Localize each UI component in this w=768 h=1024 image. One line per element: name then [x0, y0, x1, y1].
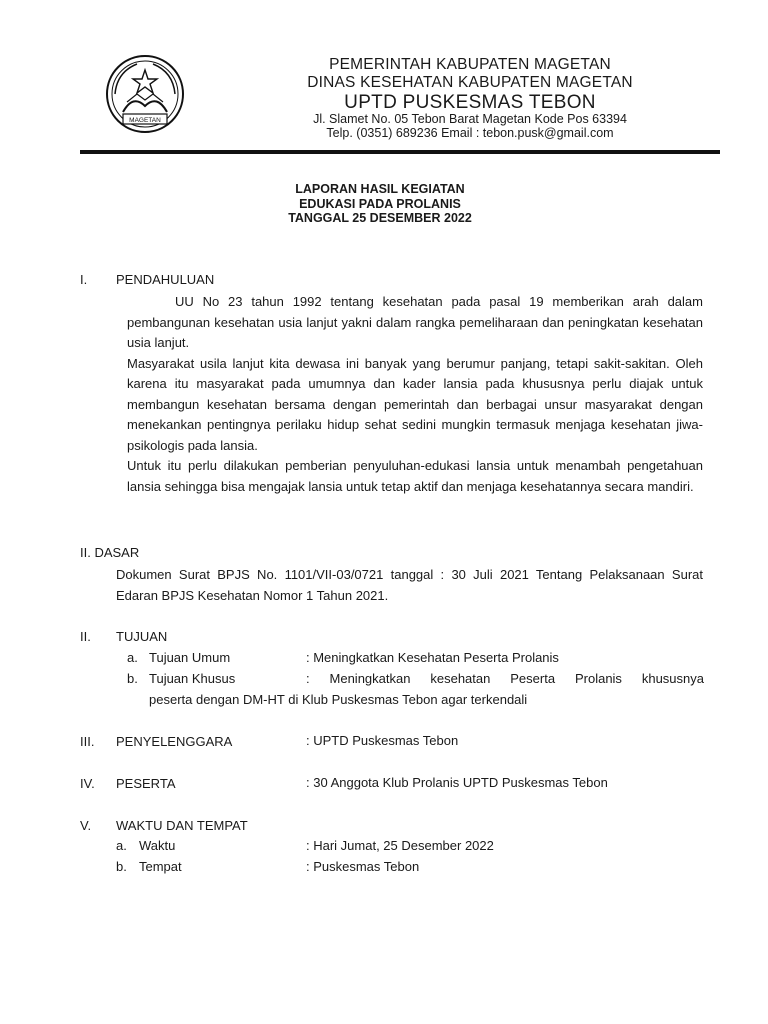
waktu-value: : Hari Jumat, 25 Desember 2022 — [306, 838, 494, 853]
section-heading-waktu-tempat: WAKTU DAN TEMPAT — [116, 818, 248, 833]
section-number: II. — [80, 629, 91, 644]
list-label: a. — [116, 838, 127, 853]
tempat-label: Tempat — [139, 859, 182, 874]
tempat-value: : Puskesmas Tebon — [306, 859, 420, 874]
peserta-value: : 30 Anggota Klub Prolanis UPTD Puskesmas Tebon — [306, 775, 608, 790]
letterhead — [200, 56, 740, 141]
section-number: III. — [80, 734, 95, 749]
tujuan-umum-label: Tujuan Umum — [149, 650, 231, 665]
tujuan-khusus-continuation: peserta dengan DM-HT di Klub Puskesmas Tebon agar terkendali — [149, 692, 528, 707]
section-heading-peserta: PESERTA — [116, 776, 176, 791]
pendahuluan-body — [127, 292, 703, 497]
kabupaten-magetan-logo — [103, 54, 187, 138]
logo-text: MAGETAN — [129, 117, 161, 124]
header-institution: UPTD PUSKESMAS TEBON — [344, 91, 596, 113]
list-label: a. — [127, 650, 138, 665]
paragraph: Dokumen Surat BPJS No. 1101/VII-03/0721 tanggal : 30 Juli 2021 Tentang Pelaksanaan Surat Edaran BPJS Kesehatan Nomor 1 Tahun 2021. — [116, 567, 703, 603]
letterhead-divider — [80, 150, 720, 154]
section-number: V. — [80, 818, 92, 833]
title-line-1: LAPORAN HASIL KEGIATAN — [295, 182, 465, 196]
section-heading-dasar: II. DASAR — [80, 545, 140, 560]
penyelenggara-value: : UPTD Puskesmas Tebon — [306, 733, 459, 748]
title-line-2: EDUKASI PADA PROLANIS — [299, 196, 461, 211]
title-line-3: TANGGAL 25 DESEMBER 2022 — [288, 211, 472, 225]
tujuan-khusus-label: Tujuan Khusus — [149, 671, 236, 686]
section-number: I. — [80, 272, 88, 287]
tujuan-khusus-value: : Meningkatkan kesehatan Peserta Prolanis khususnya — [306, 671, 704, 686]
paragraph: Masyarakat usila lanjut kita dewasa ini banyak yang berumur panjang, tetapi sakit-sakitan. Oleh karena itu masyarakat pada umumnya dan kader lansia pada khususnya perlu diajak untuk membangun kesehatan bersama dengan pemerintah dan berbagai unsur masyarakat dengan menekankan pentingnya perilaku hidup sehat sedini mungkin termasuk menjaga kesehatan jiwa-psikologis pada lansia. — [127, 355, 703, 453]
header-department: DINAS KESEHATAN KABUPATEN MAGETAN — [307, 73, 633, 91]
section-heading-pendahuluan: PENDAHULUAN — [116, 272, 215, 287]
section-heading-penyelenggara: PENYELENGGARA — [116, 734, 233, 749]
paragraph: Untuk itu perlu dilakukan pemberian penyuluhan-edukasi lansia untuk menambah pengetahuan lansia sehingga bisa mengajak lansia untuk tetap aktif dan menjaga kesehatannya secara mandiri. — [127, 458, 703, 494]
list-label: b. — [127, 671, 138, 686]
section-heading-tujuan: TUJUAN — [116, 629, 168, 644]
tujuan-umum-value: : Meningkatkan Kesehatan Peserta Prolanis — [306, 650, 559, 665]
header-contact: Telp. (0351) 689236 Email : tebon.pusk@gmail.com — [326, 126, 614, 141]
list-label: b. — [116, 859, 127, 874]
dasar-body — [116, 565, 703, 606]
paragraph: UU No 23 tahun 1992 tentang kesehatan pada pasal 19 memberikan arah dalam pembangunan kesehatan usia lanjut yakni dalam rangka pemeliharaan dan peningkatan kesehatan usia lanjut. — [127, 294, 703, 350]
waktu-label: Waktu — [139, 838, 176, 853]
report-title — [80, 182, 680, 226]
header-government: PEMERINTAH KABUPATEN MAGETAN — [329, 56, 611, 73]
section-number: IV. — [80, 776, 95, 791]
header-address: Jl. Slamet No. 05 Tebon Barat Magetan Kode Pos 63394 — [313, 112, 627, 127]
